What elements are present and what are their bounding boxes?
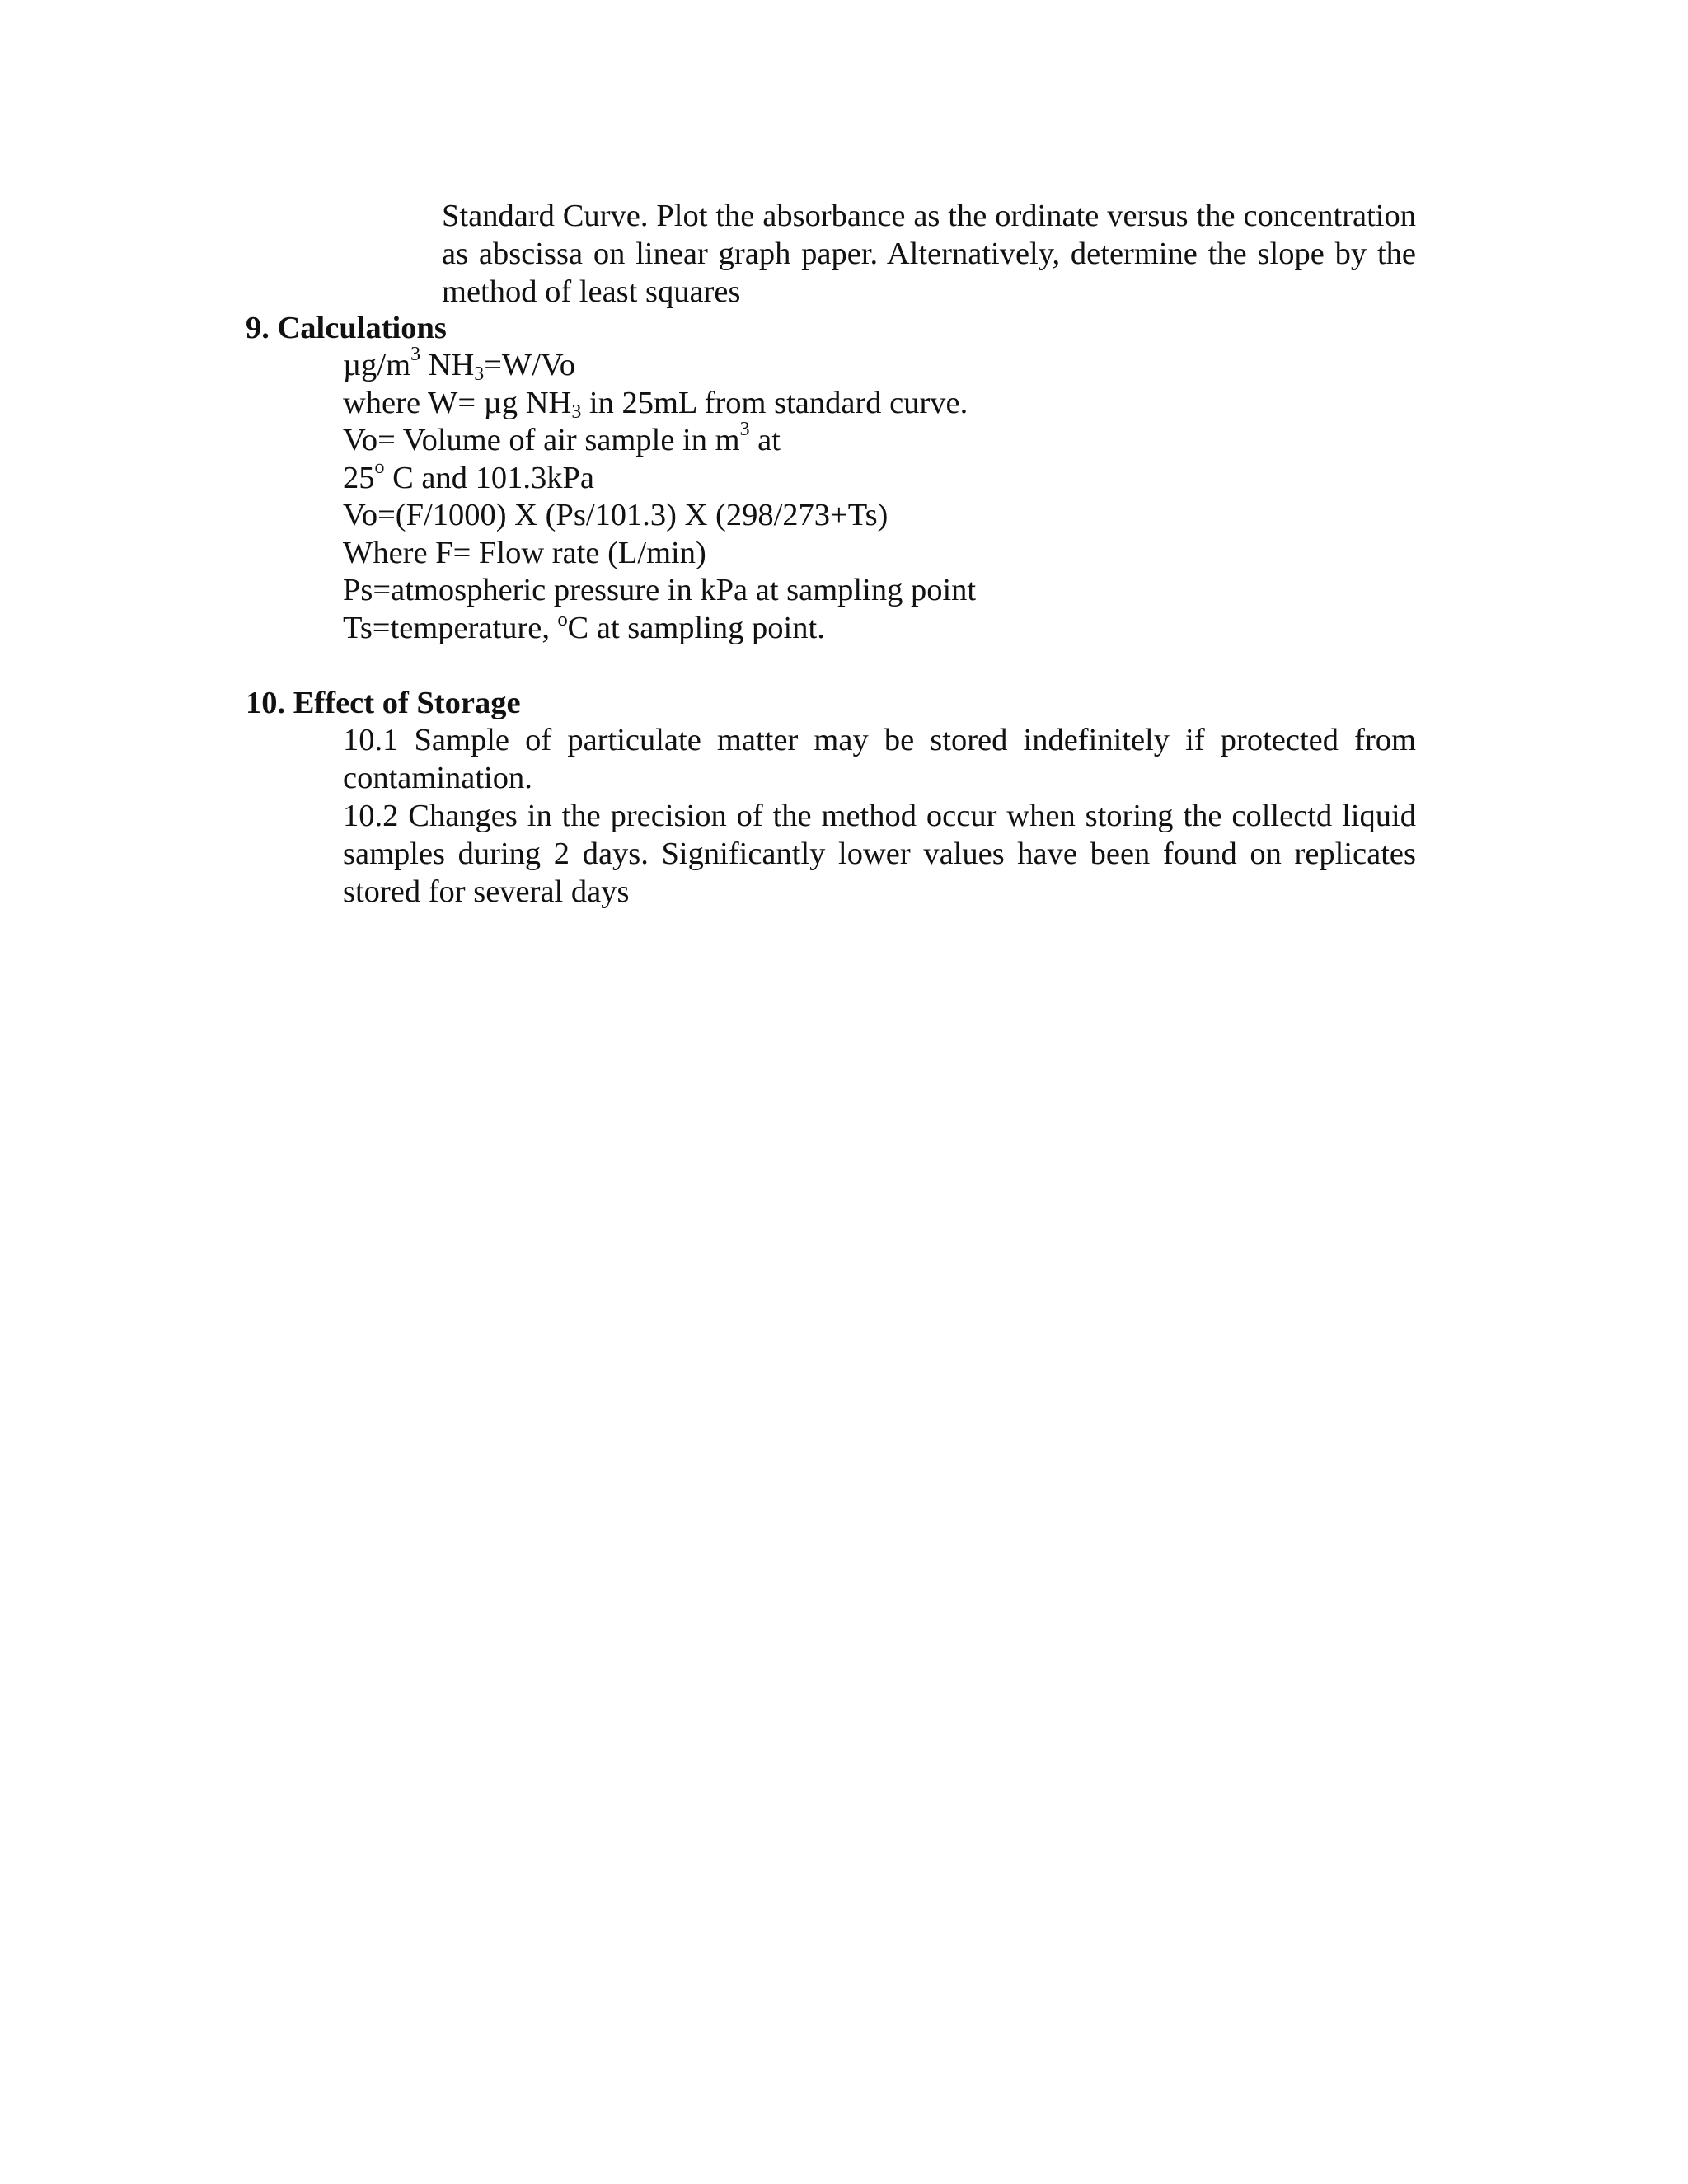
calculations-formulas [343,344,1414,647]
storage-paragraph-2: 10.2 Changes in the precision of the method occur when storing the collectd liquid samples during 2 days. Significantly lower values have been found on replicates stored for several days [343,799,1416,909]
storage-paragraphs [343,721,1416,911]
standard-curve-paragraph: Standard Curve. Plot the absorbance as the ordinate versus the concentration as abscissa on linear graph paper. Alternatively, determine the slope by the method of least squares [442,199,1416,309]
definition-ts: Ts=temperature, ºC at sampling point. [343,610,825,645]
formula-concentration: $\mu g/m^3$ $NH_3=W/Vo$ [343,344,576,385]
definition-f: Where F= Flow rate (L/min) [343,535,706,570]
definition-vo: Vo= Volume of air sample in $m^3$ at [343,419,781,457]
storage-paragraph-1: 10.1 Sample of particulate matter may be stored indefinitely if protected from contamination. [343,723,1416,795]
reference-conditions: 25$^o$ C and 101.3kPa [343,456,594,495]
calculations-heading: 9. Calculations [246,311,447,345]
formula-vo: Vo=(F/1000) X (Ps/101.3) X (298/273+Ts) [343,498,889,532]
definition-ps: Ps=atmospheric pressure in kPa at sampling point [343,573,977,607]
definition-w: where W= µg $NH_3$ in 25mL from standard curve. [343,385,968,423]
storage-heading: 10. Effect of Storage [246,686,521,720]
